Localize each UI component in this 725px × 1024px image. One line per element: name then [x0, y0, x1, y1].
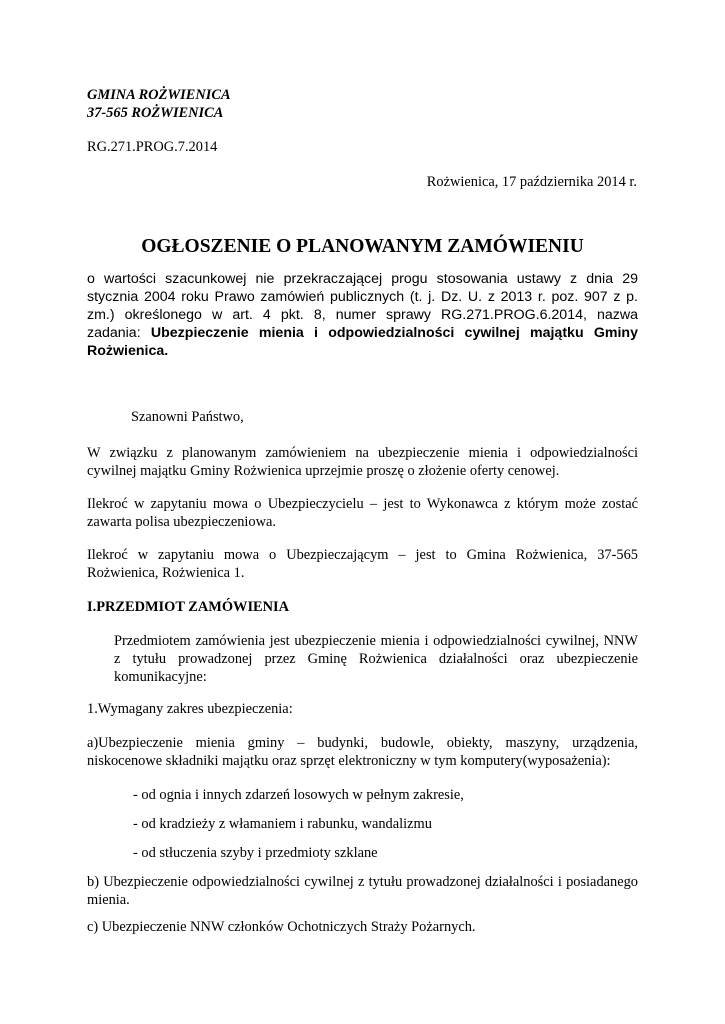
intro-line: o wartości szacunkowej nie przekraczającej progu stosowania ustawy z dnia 29 [87, 271, 638, 287]
paragraph-line: cywilnej majątku Gminy Rożwienica uprzejmie proszę o złożenie oferty cenowej. [87, 463, 560, 479]
scope-heading: 1.Wymagany zakres ubezpieczenia: [87, 701, 293, 717]
paragraph-line: Ilekroć w zapytaniu mowa o Ubezpieczającym – jest to Gmina Rożwienica, 37-565 [87, 547, 638, 563]
task-name-end: Rożwienica. [87, 343, 169, 359]
paragraph-line: zawarta polisa ubezpieczeniowa. [87, 514, 276, 530]
paragraph-3 [87, 546, 638, 582]
paragraph-line: z tytułu prowadzonej przez Gminę Rożwienica działalności oraz ubezpieczenie [114, 651, 638, 667]
intro-paragraph [87, 270, 638, 360]
list-item: - od stłuczenia szyby i przedmioty szklane [133, 845, 378, 861]
section-description [114, 632, 638, 686]
intro-line: zm.) określonego w art. 4 pkt. 8, numer sprawy RG.271.PROG.6.2014, nazwa [87, 307, 638, 323]
intro-line: stycznia 2004 roku Prawo zamówień publicznych (t. j. Dz. U. z 2013 r. poz. 907 z p. [87, 289, 638, 305]
reference-number: RG.271.PROG.7.2014 [87, 139, 218, 155]
scope-item-b [87, 873, 638, 909]
place-date: Rożwienica, 17 października 2014 r. [426, 174, 637, 190]
intro-line [87, 324, 638, 342]
paragraph-1 [87, 444, 638, 480]
org-address: 37-565 ROŻWIENICA [87, 105, 224, 121]
list-item: - od ognia i innych zdarzeń losowych w pełnym zakresie, [133, 787, 464, 803]
paragraph-line: b) Ubezpieczenie odpowiedzialności cywilnej z tytułu prowadzonej działalności i posiadanego [87, 874, 638, 890]
paragraph-2 [87, 495, 638, 531]
paragraph-line: mienia. [87, 892, 130, 908]
paragraph-line: W związku z planowanym zamówieniem na ubezpieczenie mienia i odpowiedzialności [87, 445, 638, 461]
greeting: Szanowni Państwo, [131, 409, 244, 425]
paragraph-line: Przedmiotem zamówienia jest ubezpieczenie mienia i odpowiedzialności cywilnej, NNW [114, 633, 638, 649]
intro-line-prefix: zadania: [87, 325, 151, 341]
list-item: - od kradzieży z włamaniem i rabunku, wandalizmu [133, 816, 432, 832]
scope-item-a [87, 734, 638, 770]
paragraph-line: Rożwienica, Rożwienica 1. [87, 565, 245, 581]
org-name: GMINA ROŻWIENICA [87, 87, 231, 103]
paragraph-line: komunikacyjne: [114, 669, 207, 685]
section-heading: I.PRZEDMIOT ZAMÓWIENIA [87, 599, 290, 615]
paragraph-line: a)Ubezpieczenie mienia gminy – budynki, budowle, obiekty, maszyny, urządzenia, [87, 735, 638, 751]
paragraph-line: niskocenowe składniki majątku oraz sprzęt elektroniczny w tym komputery(wyposażenia): [87, 753, 611, 769]
task-name: Ubezpieczenie mienia i odpowiedzialności cywilnej majątku Gminy [150, 325, 638, 341]
page-title: OGŁOSZENIE O PLANOWANYM ZAMÓWIENIU [141, 236, 584, 257]
paragraph-line: Ilekroć w zapytaniu mowa o Ubezpieczycielu – jest to Wykonawca z którym może zostać [87, 496, 638, 512]
scope-item-c: c) Ubezpieczenie NNW członków Ochotniczych Straży Pożarnych. [87, 919, 476, 935]
